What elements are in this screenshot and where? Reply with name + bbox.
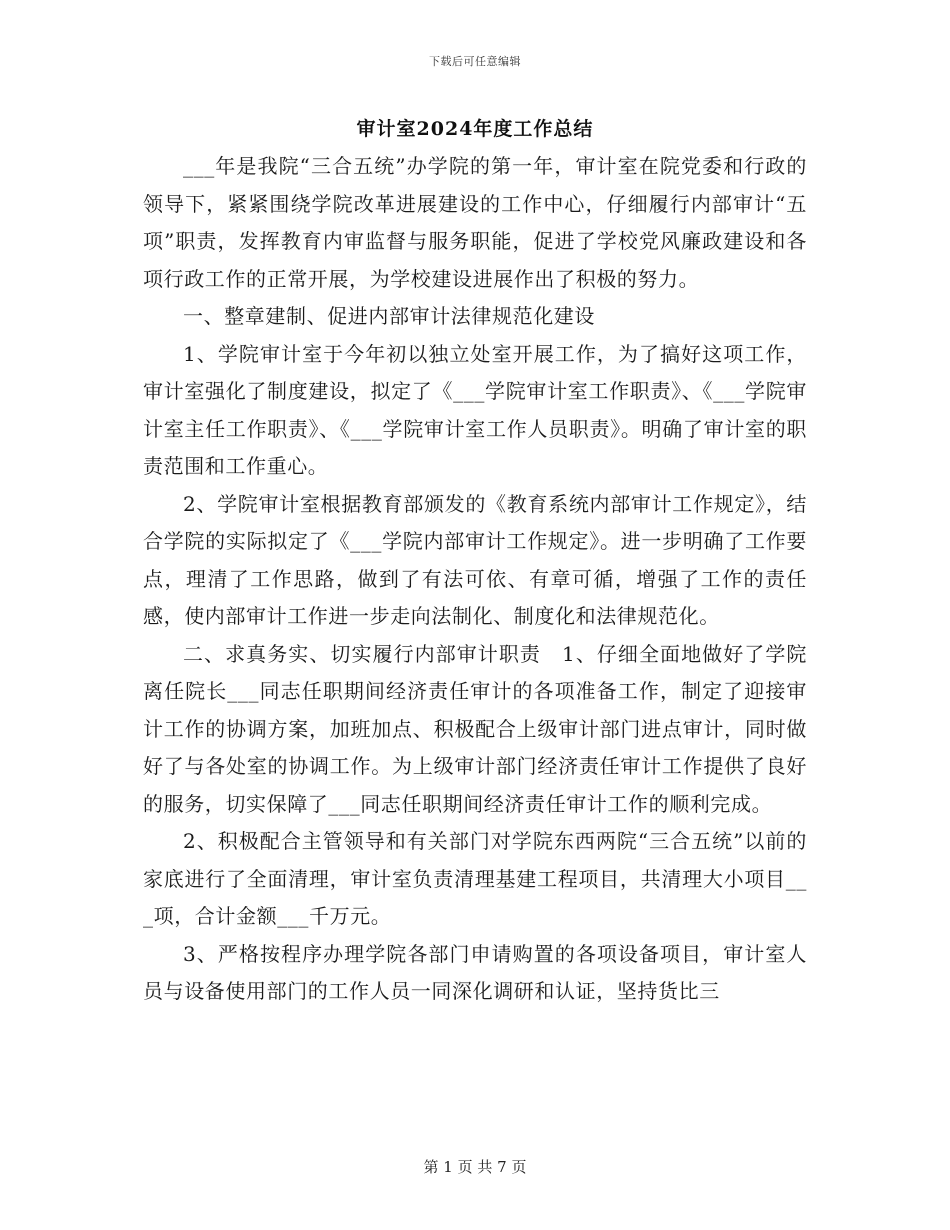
- page-number: 第 1 页 共 7 页: [423, 1158, 527, 1176]
- paragraph-2-3: 3、严格按程序办理学院各部门申请购置的各项设备项目，审计室人员与设备使用部门的工作人员一同深化调研和认证，坚持货比三: [143, 941, 807, 1003]
- section-heading-1: 一、整章建制、促进内部审计法律规范化建设: [183, 304, 595, 328]
- section-heading-2-with-item-1: 二、求真务实、切实履行内部审计职责 1、仔细全面地做好了学院离任院长___同志任职期间经济责任审计的各项准备工作，制定了迎接审计工作的协调方案，加班加点、积极配合上级审计部门进点审计，同时做好了与各处室的协调工作。为上级审计部门经济责任审计工作提供了良好的服务，切实保障了___同志任职期间经济责任审计工作的顺利完成。: [143, 641, 807, 816]
- download-edit-note: 下载后可任意编辑: [429, 55, 521, 68]
- paragraph-1-2: 2、学院审计室根据教育部颁发的《教育系统内部审计工作规定》，结合学院的实际拟定了《___学院内部审计工作规定》。进一步明确了工作要点，理清了工作思路，做到了有法可依、有章可循，增强了工作的责任感，使内部审计工作进一步走向法制化、制度化和法律规范化。: [143, 491, 807, 628]
- paragraph-1-1: 1、学院审计室于今年初以独立处室开展工作，为了搞好这项工作，审计室强化了制度建设，拟定了《___学院审计室工作职责》、《___学院审计室主任工作职责》、《___学院审计室工作人员职责》。明确了审计室的职责范围和工作重心。: [143, 341, 807, 478]
- paragraph-intro: ___年是我院“三合五统”办学院的第一年，审计室在院党委和行政的领导下，紧紧围绕学院改革进展建设的工作中心，仔细履行内部审计“五项”职责，发挥教育内审监督与服务职能，促进了学校党风廉政建设和各项行政工作的正常开展，为学校建设进展作出了积极的努力。: [143, 154, 807, 291]
- document-body: [143, 148, 807, 1011]
- paragraph-2-2: 2、积极配合主管领导和有关部门对学院东西两院“三合五统”以前的家底进行了全面清理，审计室负责清理基建工程项目，共清理大小项目___项，合计金额___千万元。: [143, 829, 807, 928]
- document-title: 审计室2024年度工作总结: [356, 118, 594, 140]
